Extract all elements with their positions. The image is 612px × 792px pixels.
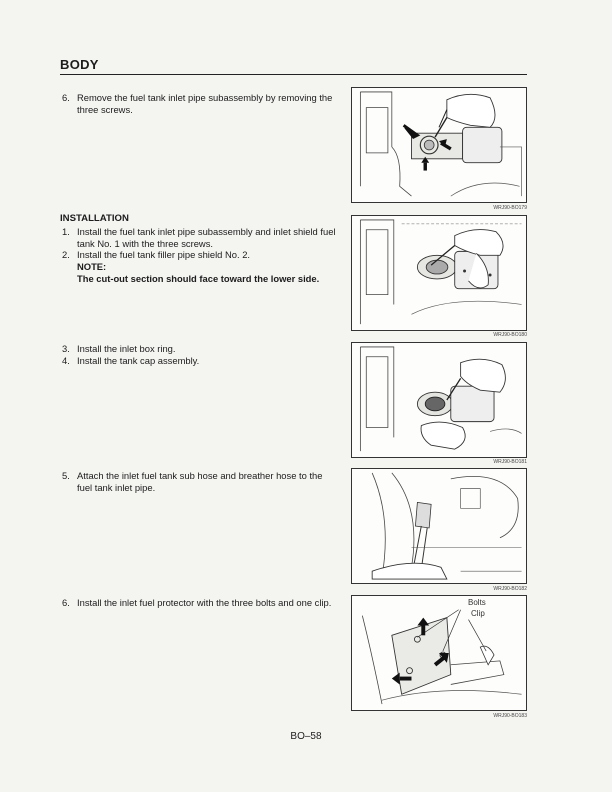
figure-3-illustration [351,342,527,458]
page-header-title: BODY [60,57,99,72]
figure-3-code: WRJ90-BO181 [493,459,527,465]
installation-step-3 [60,343,340,355]
figure-3-drawing [352,343,526,457]
step-text: Install the fuel tank filler pipe shield No. 2. [77,249,251,260]
figure-1-drawing [352,88,526,202]
bolts-callout: Bolts [468,598,486,607]
step-number: 2. [62,249,70,260]
figure-5-drawing [352,596,526,710]
figure-5-code: WRJ90-BO183 [493,713,527,719]
figure-2-drawing [352,216,526,330]
installation-step-6 [60,597,350,609]
page-number: BO–58 [290,731,322,742]
figure-4-code: WRJ90-BO182 [493,586,527,592]
figure-2-code: WRJ90-BO180 [493,332,527,338]
figure-4-drawing [352,469,526,583]
note-label: NOTE: [77,261,107,272]
step-number: 1. [62,226,70,237]
installation-step-4 [60,355,340,367]
step-text: Install the fuel tank inlet pipe subassembly and inlet shield fuel tank No. 1 with the three screws. [77,226,336,249]
step-number: 4. [62,355,70,366]
installation-heading: INSTALLATION [60,213,129,224]
note-text: The cut-out section should face toward the lower side. [77,273,320,284]
figure-1-illustration [351,87,527,203]
step-number: 5. [62,470,70,481]
installation-step-1 [60,226,340,249]
installation-step-5 [60,470,340,493]
header-divider [60,74,527,75]
step-number: 3. [62,343,70,354]
step-number: 6. [62,92,70,103]
step-number: 6. [62,597,70,608]
figure-2-illustration [351,215,527,331]
figure-1-code: WRJ90-BO179 [493,205,527,211]
figure-4-illustration [351,468,527,584]
step-text: Attach the inlet fuel tank sub hose and breather hose to the fuel tank inlet pipe. [77,470,323,493]
step-text: Install the inlet fuel protector with the three bolts and one clip. [77,597,332,608]
step-text: Remove the fuel tank inlet pipe subassembly by removing the three screws. [77,92,333,115]
removal-step-6 [60,92,340,115]
step-text: Install the tank cap assembly. [77,355,200,366]
step-text: Install the inlet box ring. [77,343,176,354]
figure-5-illustration [351,595,527,711]
clip-callout: Clip [471,609,485,618]
installation-step-2 [60,249,340,261]
